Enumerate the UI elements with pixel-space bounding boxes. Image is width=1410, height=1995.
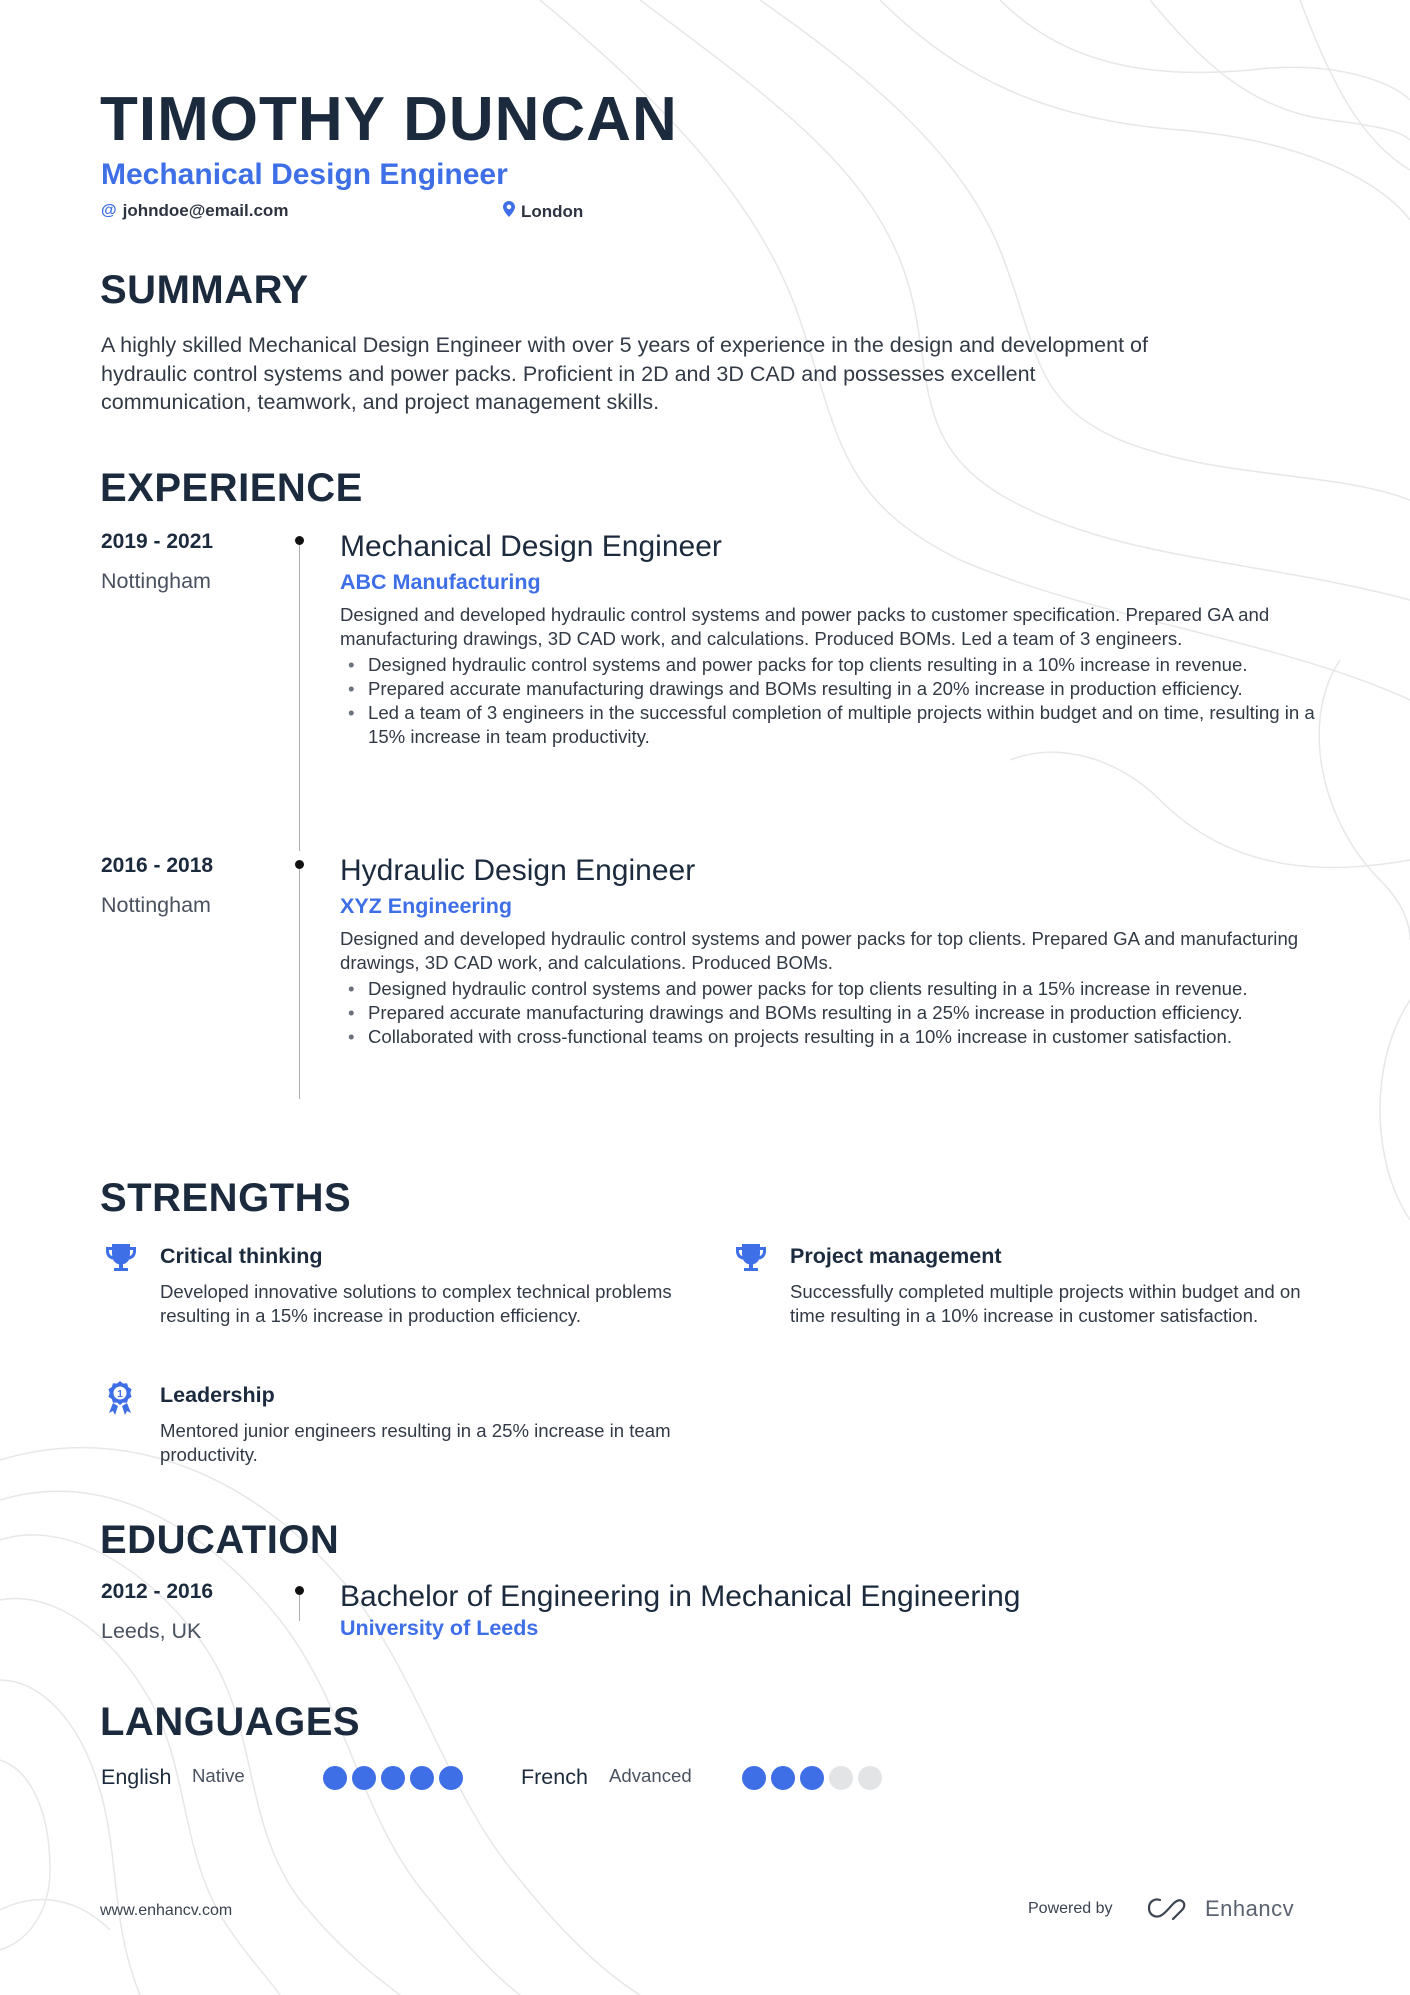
rating-dot-filled: [439, 1766, 463, 1790]
job-dates: 2019 - 2021: [101, 530, 214, 553]
education-school: University of Leeds: [340, 1616, 539, 1640]
education-dates: 2012 - 2016: [101, 1580, 214, 1603]
trophy-icon: [104, 1243, 138, 1280]
language-rating: [323, 1766, 463, 1790]
job-bullet: • Designed hydraulic control systems and power packs for top clients resulting in a 10% increase in revenue.: [348, 654, 1248, 675]
strengths-heading: STRENGTHS: [100, 1176, 352, 1220]
at-icon: @: [101, 202, 117, 219]
strength-item: [790, 1244, 1330, 1328]
job-bullet: • Prepared accurate manufacturing drawings and BOMs resulting in a 20% increase in production efficiency.: [348, 678, 1243, 699]
language-name: English: [101, 1765, 172, 1789]
email-text: johndoe@email.com: [122, 201, 289, 220]
timeline-line: [299, 545, 300, 851]
timeline-line: [299, 869, 300, 1099]
education-heading: EDUCATION: [100, 1518, 340, 1562]
strength-item: [160, 1383, 700, 1467]
email-contact[interactable]: [101, 201, 288, 221]
svg-text:1: 1: [117, 1389, 123, 1400]
map-pin-icon: [503, 201, 515, 222]
summary-line: communication, teamwork, and project management skills.: [101, 390, 660, 414]
languages-heading: LANGUAGES: [100, 1700, 361, 1744]
strength-description: Successfully completed multiple projects within budget and on time resulting in a 10% increase in customer satisfaction.: [790, 1281, 1301, 1326]
rating-dot-empty: [829, 1766, 853, 1790]
education-location: Leeds, UK: [101, 1619, 202, 1643]
rating-dot-empty: [858, 1766, 882, 1790]
rating-dot-filled: [410, 1766, 434, 1790]
rating-dot-filled: [800, 1766, 824, 1790]
location-contact: [503, 201, 583, 222]
job-bullets: [340, 653, 1320, 749]
job-dates: 2016 - 2018: [101, 854, 214, 877]
strength-description: Mentored junior engineers resulting in a 25% increase in team productivity.: [160, 1420, 671, 1465]
job-entry: [340, 530, 1340, 749]
timeline-dot: [295, 1586, 304, 1595]
timeline-dot: [295, 860, 304, 869]
language-name: French: [521, 1765, 588, 1789]
job-role: Mechanical Design Engineer: [340, 530, 722, 563]
job-bullet: • Collaborated with cross-functional teams on projects resulting in a 10% increase in customer satisfaction.: [348, 1026, 1232, 1047]
experience-heading: EXPERIENCE: [100, 466, 363, 510]
education-degree: Bachelor of Engineering in Mechanical Engineering: [340, 1580, 1021, 1613]
job-location: Nottingham: [101, 569, 211, 593]
strength-title: Project management: [790, 1244, 1002, 1268]
job-company: ABC Manufacturing: [340, 570, 541, 594]
award-ribbon-icon: [105, 1380, 135, 1421]
summary-heading: SUMMARY: [100, 268, 309, 312]
footer-brand[interactable]: Enhancv: [1205, 1896, 1295, 1921]
job-company: XYZ Engineering: [340, 894, 513, 918]
footer-website[interactable]: www.enhancv.com: [100, 1902, 233, 1919]
summary-line: A highly skilled Mechanical Design Engineer with over 5 years of experience in the design and development of: [101, 333, 1148, 357]
strength-title: Critical thinking: [160, 1244, 323, 1268]
education-entry: [340, 1580, 1340, 1641]
enhancv-logo-icon: [1146, 1896, 1194, 1925]
rating-dot-filled: [352, 1766, 376, 1790]
rating-dot-filled: [742, 1766, 766, 1790]
rating-dot-filled: [381, 1766, 405, 1790]
candidate-name: TIMOTHY DUNCAN: [100, 85, 678, 154]
timeline-dot: [295, 536, 304, 545]
rating-dot-filled: [771, 1766, 795, 1790]
job-role: Hydraulic Design Engineer: [340, 854, 696, 887]
rating-dot-filled: [323, 1766, 347, 1790]
trophy-icon: [734, 1243, 768, 1280]
summary-text: [101, 331, 1341, 417]
strength-item: [160, 1244, 700, 1328]
job-bullet: • Prepared accurate manufacturing drawings and BOMs resulting in a 25% increase in production efficiency.: [348, 1002, 1243, 1023]
job-bullet: • Led a team of 3 engineers in the successful completion of multiple projects within budget and on time, resulting in a 15% increase in team productivity.: [348, 702, 1315, 747]
job-location: Nottingham: [101, 893, 211, 917]
strength-description: Developed innovative solutions to complex technical problems resulting in a 15% increase in production efficiency.: [160, 1281, 672, 1326]
strength-title: Leadership: [160, 1383, 275, 1407]
candidate-title: Mechanical Design Engineer: [101, 158, 508, 191]
language-level: Advanced: [609, 1765, 692, 1786]
job-bullets: [340, 977, 1320, 1049]
job-bullet: • Designed hydraulic control systems and power packs for top clients resulting in a 15% increase in revenue.: [348, 978, 1248, 999]
footer-powered-by: Powered by: [1028, 1900, 1113, 1917]
language-rating: [742, 1766, 882, 1790]
summary-line: hydraulic control systems and power packs. Proficient in 2D and 3D CAD and possesses excellent: [101, 361, 1036, 386]
timeline-line: [299, 1595, 300, 1621]
location-text: London: [521, 201, 584, 221]
job-description: Designed and developed hydraulic control systems and power packs for top clients. Prepared GA and manufacturing drawings, 3D CAD work, and calculations. Produced BOMs.: [340, 928, 1299, 973]
job-entry: [340, 854, 1340, 1049]
job-description: Designed and developed hydraulic control systems and power packs to customer specification. Prepared GA and manufacturing drawings, 3D CAD work, and calculations. Produced BOMs. Led a team of 3 engineers.: [340, 604, 1270, 649]
language-level: Native: [192, 1765, 245, 1786]
